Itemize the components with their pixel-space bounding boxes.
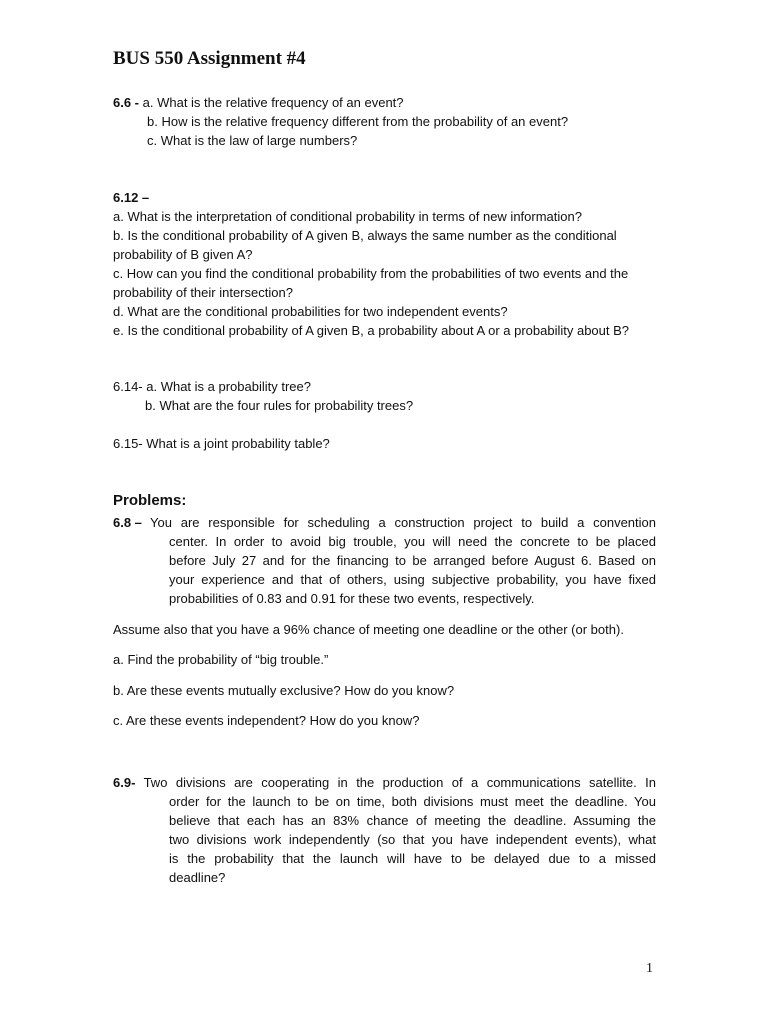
problem-part-a: a. Find the probability of “big trouble.” bbox=[113, 652, 329, 667]
problem-line: You are responsible for scheduling a construction project to build a convention bbox=[150, 515, 656, 530]
question-part-d: d. What are the conditional probabilities for two independent events? bbox=[113, 304, 508, 319]
problem-line: probabilities of 0.83 and 0.91 for these two events, respectively. bbox=[169, 591, 535, 606]
question-6-12 bbox=[113, 188, 656, 340]
problems-heading: Problems: bbox=[113, 492, 187, 509]
question-part-a: a. What is the interpretation of conditional probability in terms of new information? bbox=[113, 209, 582, 224]
question-part-b: b. What are the four rules for probability trees? bbox=[145, 398, 414, 413]
question-6-14 bbox=[113, 377, 656, 415]
page-number: 1 bbox=[646, 961, 653, 976]
question-part-e: e. Is the conditional probability of A given B, a probability about A or a probability about B? bbox=[113, 323, 630, 338]
problem-line: before July 27 and for the financing to be arranged before August 6. Based on bbox=[169, 553, 656, 568]
problem-label: 6.9- bbox=[113, 775, 136, 790]
question-part-a: 6.14- a. What is a probability tree? bbox=[113, 379, 311, 394]
problem-part-c: c. Are these events independent? How do you know? bbox=[113, 713, 420, 728]
problem-part-b: b. Are these events mutually exclusive? How do you know? bbox=[113, 683, 455, 698]
problem-6-8-body bbox=[113, 513, 656, 608]
problem-line: your experience and that of others, using subjective probability, you have fixed bbox=[169, 572, 656, 587]
problem-line: deadline? bbox=[169, 870, 226, 885]
problem-line: 6.9- Two divisions are cooperating in the production of a communications satellite. In bbox=[113, 775, 656, 790]
question-6-15: 6.15- What is a joint probability table? bbox=[113, 436, 330, 451]
problem-label: 6.8 – bbox=[113, 515, 142, 530]
question-6-6 bbox=[113, 93, 656, 150]
problem-line: center. In order to avoid big trouble, you will need the concrete to be placed bbox=[169, 534, 656, 549]
problem-line: is the probability that the launch will have to be delayed due to a missed bbox=[169, 851, 656, 866]
problem-line: two divisions work independently (so that you have independent events), what bbox=[169, 832, 656, 847]
problem-line: believe that each has an 83% chance of meeting the deadline. Assuming the bbox=[169, 813, 656, 828]
question-part-c: c. How can you find the conditional probability from the probabilities of two events and the probability of their intersection? bbox=[113, 266, 629, 300]
problem-line: order for the launch to be on time, both divisions must meet the deadline. You bbox=[169, 794, 656, 809]
question-part-b: b. Is the conditional probability of A given B, always the same number as the conditional probability of B given A? bbox=[113, 228, 617, 262]
question-label: 6.6 - bbox=[113, 95, 140, 110]
question-part-c: c. What is the law of large numbers? bbox=[147, 133, 358, 148]
question-part-a: a. What is the relative frequency of an event? bbox=[142, 95, 404, 110]
question-label: 6.12 – bbox=[113, 190, 150, 205]
problem-6-9 bbox=[113, 773, 656, 887]
problem-assumption: Assume also that you have a 96% chance of meeting one deadline or the other (or both). bbox=[113, 622, 624, 637]
page-title: BUS 550 Assignment #4 bbox=[113, 48, 306, 69]
question-part-b: b. How is the relative frequency different from the probability of an event? bbox=[147, 114, 569, 129]
